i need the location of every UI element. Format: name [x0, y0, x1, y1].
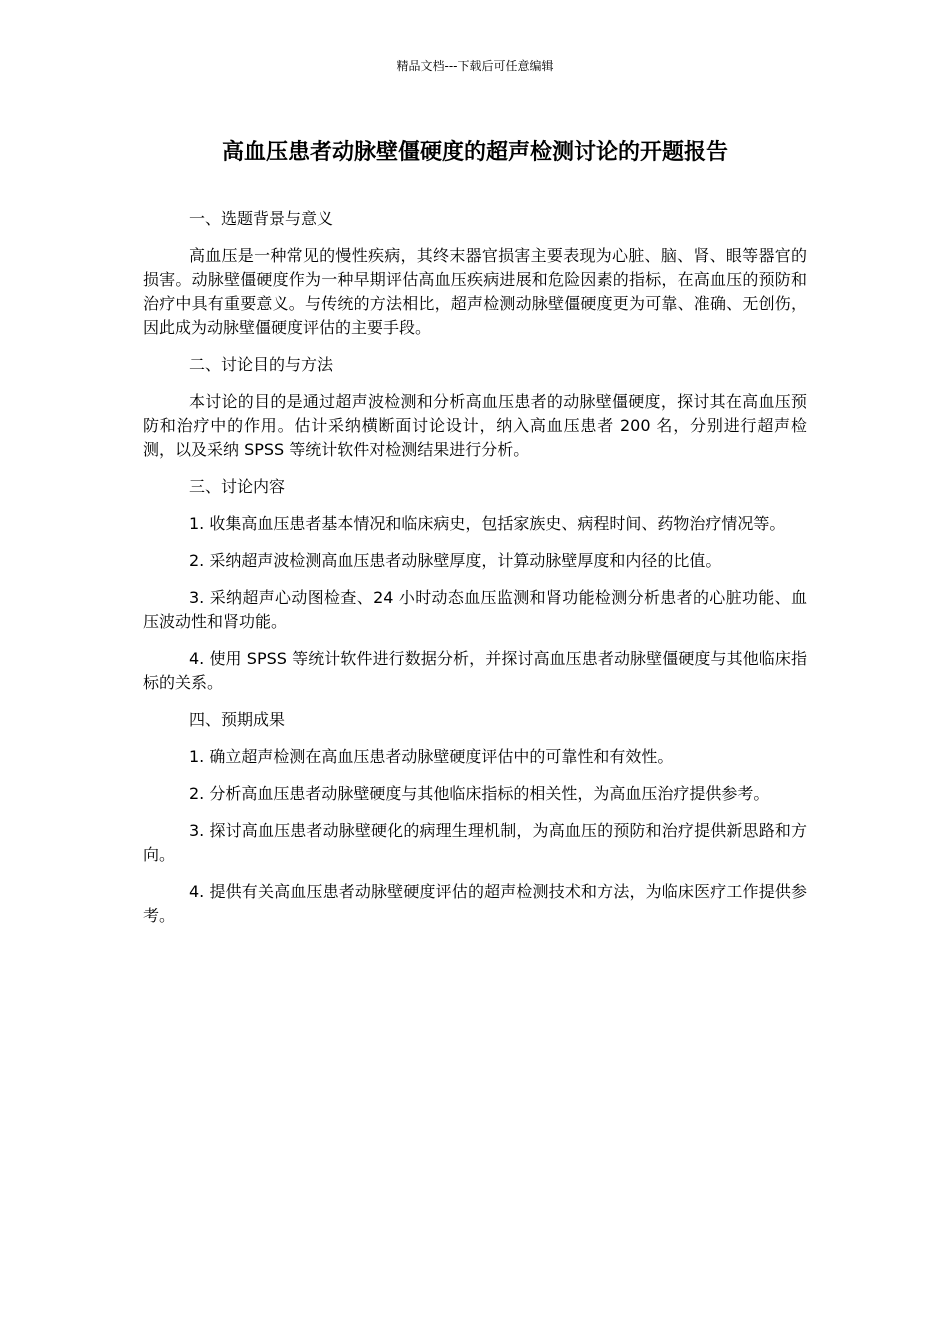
- section-heading: 四、预期成果: [189, 710, 286, 729]
- list-item: 1. 确立超声检测在高血压患者动脉壁硬度评估中的可靠性和有效性。: [189, 747, 674, 766]
- section-heading: 二、讨论目的与方法: [189, 355, 334, 374]
- list-item: 3. 探讨高血压患者动脉壁硬化的病理生理机制，为高血压的预防和治疗提供新思路和方向。: [143, 821, 807, 864]
- document-body: [143, 207, 807, 941]
- paragraph: 高血压是一种常见的慢性疾病，其终末器官损害主要表现为心脏、脑、肾、眼等器官的损害。动脉壁僵硬度作为一种早期评估高血压疾病进展和危险因素的指标，在高血压的预防和治疗中具有重要意义。与传统的方法相比，超声检测动脉壁僵硬度更为可靠、准确、无创伤，因此成为动脉壁僵硬度评估的主要手段。: [143, 246, 807, 337]
- list-item: 4. 使用 SPSS 等统计软件进行数据分析，并探讨高血压患者动脉壁僵硬度与其他临床指标的关系。: [143, 649, 807, 692]
- section-heading: 一、选题背景与意义: [189, 209, 334, 228]
- list-item: 1. 收集高血压患者基本情况和临床病史，包括家族史、病程时间、药物治疗情况等。: [189, 514, 786, 533]
- header-note: 精品文档---下载后可任意编辑: [396, 59, 554, 73]
- list-item: 2. 分析高血压患者动脉壁硬度与其他临床指标的相关性，为高血压治疗提供参考。: [189, 784, 770, 803]
- document-title: 高血压患者动脉壁僵硬度的超声检测讨论的开题报告: [221, 140, 728, 165]
- section-heading: 三、讨论内容: [189, 477, 286, 496]
- list-item: 2. 采纳超声波检测高血压患者动脉壁厚度，计算动脉壁厚度和内径的比值。: [189, 551, 722, 570]
- list-item: 3. 采纳超声心动图检查、24 小时动态血压监测和肾功能检测分析患者的心脏功能、血压波动性和肾功能。: [143, 588, 807, 631]
- list-item: 4. 提供有关高血压患者动脉壁硬度评估的超声检测技术和方法，为临床医疗工作提供参考。: [143, 882, 807, 925]
- paragraph: 本讨论的目的是通过超声波检测和分析高血压患者的动脉壁僵硬度，探讨其在高血压预防和治疗中的作用。估计采纳横断面讨论设计，纳入高血压患者 200 名，分别进行超声检测，以及采纳 SPSS 等统计软件对检测结果进行分析。: [143, 392, 807, 459]
